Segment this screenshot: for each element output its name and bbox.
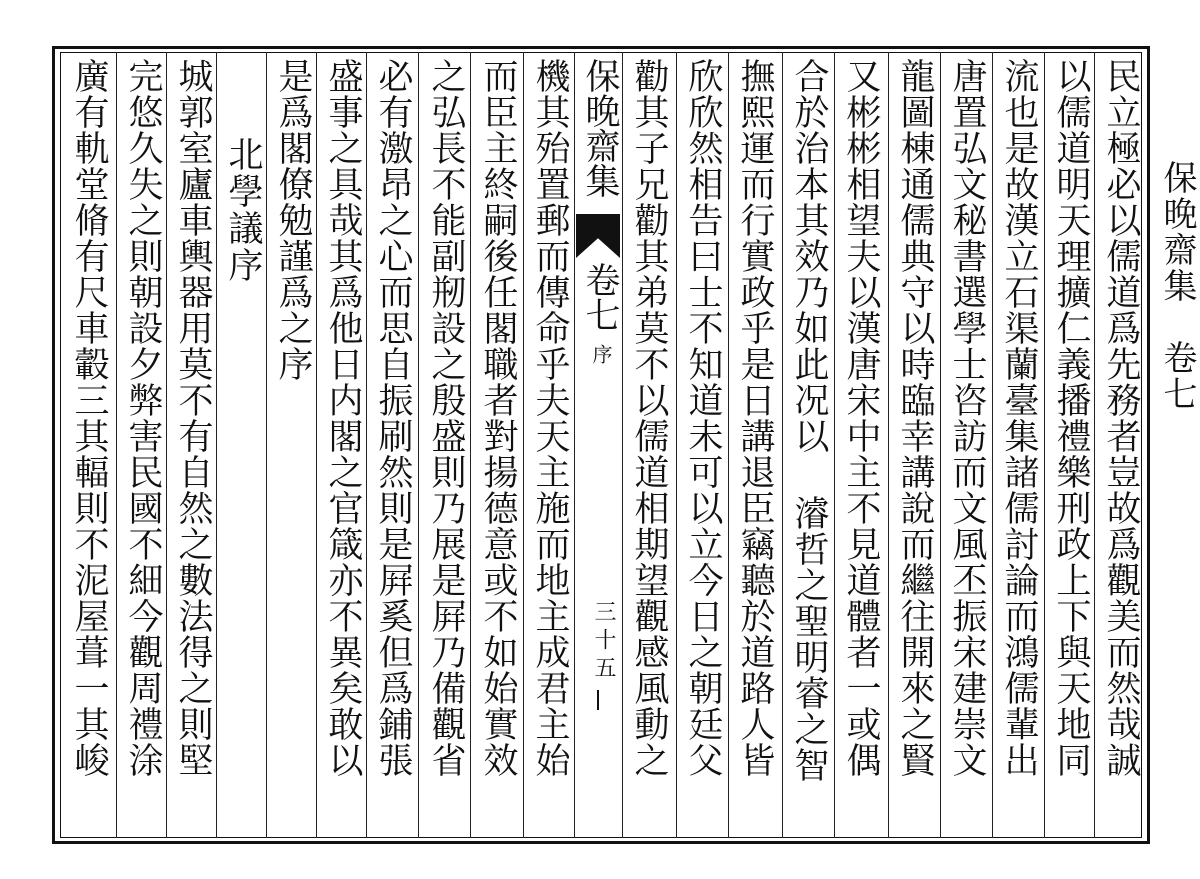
column-rule — [1044, 52, 1045, 838]
text-column: 而臣主終嗣後任閣職者對揚德意或不如始實效 — [478, 58, 518, 778]
text-column: 又彬彬相望夫以漢唐宋中主不見道體者一或偶 — [841, 58, 881, 778]
column-rule — [523, 52, 524, 838]
column-rule — [470, 52, 471, 838]
column-rule — [116, 52, 117, 838]
text-column: 廣有軌堂脩有尺車轂三其輻則不泥屋葺一其峻 — [69, 58, 109, 778]
text-column: 龍圖棟通儒典守以時臨幸講說而繼往開來之賢 — [895, 58, 935, 778]
banxin-title: 保晚齋集 — [580, 58, 620, 198]
text-column: 盛事之具哉其爲他日内閣之官箴亦不異矣敢以 — [323, 58, 363, 778]
banxin-volume: 卷七 — [580, 262, 620, 332]
banxin-rule — [597, 690, 599, 710]
text-column: 是爲閣僚勉謹爲之序 — [273, 58, 313, 382]
text-column: 流也是故漢立石渠蘭臺集諸儒討論而鴻儒輩出 — [999, 58, 1039, 778]
column-rule — [992, 52, 993, 838]
text-column: 欣欣然相告曰士不知道未可以立今日之朝廷父 — [683, 58, 723, 778]
column-rule — [782, 52, 783, 838]
text-column: 民立極必以儒道爲先務者豈故爲觀美而然哉誠 — [1101, 58, 1141, 778]
text-column: 完悠久失之則朝設夕弊害民國不細今觀周禮涂 — [123, 58, 163, 778]
folio-number: 三十五 — [591, 600, 616, 684]
column-rule — [418, 52, 419, 838]
column-rule — [622, 52, 623, 838]
text-column: 唐置弘文秘書選學士咨訪而文風丕振宋建崇文 — [947, 58, 987, 778]
column-rule — [834, 52, 835, 838]
text-column: 以儒道明天理擴仁義播禮樂刑政上下與天地同 — [1051, 58, 1091, 778]
text-column: 勸其子兄勸其弟莫不以儒道相期望觀感風動之 — [629, 58, 669, 778]
column-rule — [676, 52, 677, 838]
text-column: 城郭室廬車輿器用莫不有自然之數法得之則堅 — [173, 58, 213, 778]
banxin-section: 序 — [589, 344, 613, 366]
text-column: 必有激昂之心而思自振刷然則是屛奚但爲鋪張 — [373, 58, 413, 778]
text-column: 之弘長不能副剏設之殷盛則乃展是屛乃備觀省 — [426, 58, 466, 778]
column-rule — [940, 52, 941, 838]
column-rule — [574, 52, 575, 838]
column-rule — [888, 52, 889, 838]
running-header-volume: 卷七 — [1157, 340, 1197, 412]
column-rule — [728, 52, 729, 838]
text-column: 機其殆置郵而傳命乎夫天主施而地主成君主始 — [530, 58, 570, 778]
running-header-title: 保晚齋集 — [1157, 160, 1197, 304]
text-column: 撫熙運而行實政乎是日講退臣竊聽於道路人皆 — [735, 58, 775, 778]
text-column: 合於治本其效乃如此况以 濬哲之聖明睿之智 — [789, 58, 829, 783]
section-heading: 北學議序 — [223, 136, 263, 284]
